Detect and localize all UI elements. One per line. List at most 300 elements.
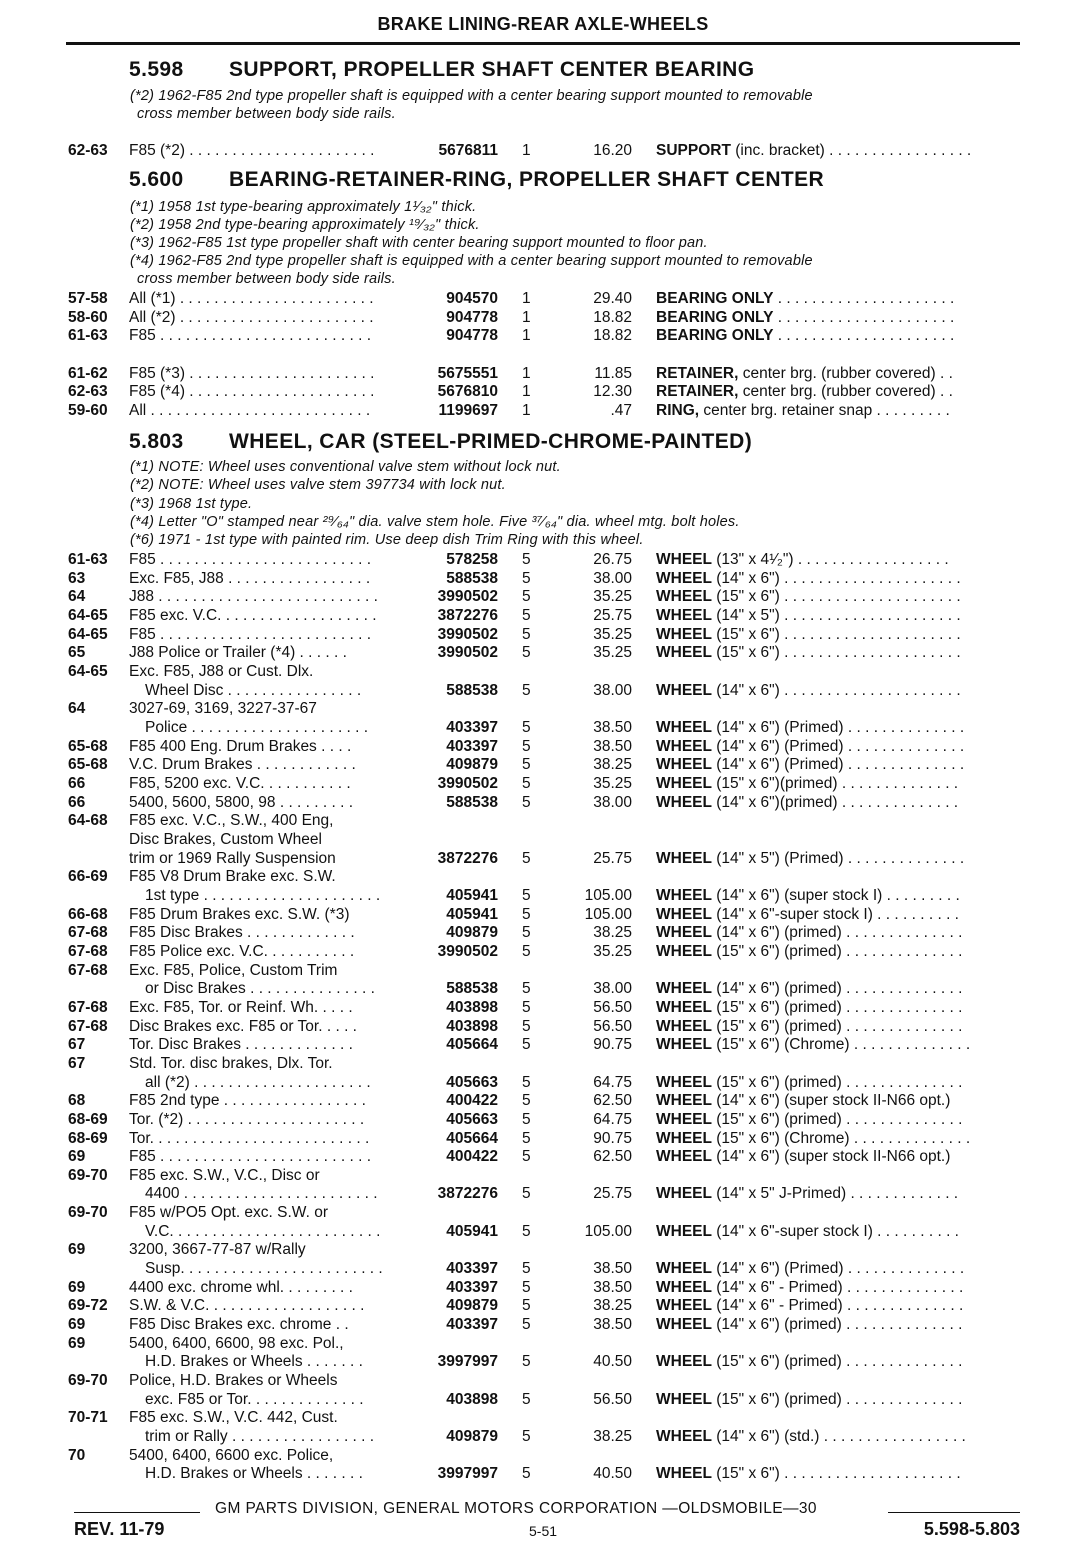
- page-title: BRAKE LINING-REAR AXLE-WHEELS: [377, 14, 709, 34]
- description: [656, 1148, 1024, 1167]
- description-name: WHEEL: [656, 1390, 712, 1408]
- price: 56.50: [593, 1017, 632, 1035]
- quantity: 5: [522, 886, 531, 904]
- application: F85 w/PO5 Opt. exc. S.W. or: [129, 1204, 328, 1222]
- description-detail: center brg. (rubber covered) . .: [738, 365, 953, 382]
- description-detail: (14" x 6") (Primed) . . . . . . . . . . . . . .: [711, 737, 965, 755]
- description: [656, 383, 1024, 402]
- description-name: RING,: [656, 402, 700, 419]
- table-row: [0, 551, 1084, 570]
- quantity: 5: [522, 1465, 531, 1483]
- application: All . . . . . . . . . . . . . . . . . . . . . . . . . .: [129, 402, 371, 419]
- description-detail: (14" x 6") . . . . . . . . . . . . . . . . . . . . .: [711, 569, 961, 587]
- description: [656, 1223, 1024, 1242]
- table-row: [0, 1409, 1084, 1428]
- table-row: [0, 850, 1084, 869]
- section-heading: WHEEL, CAR (STEEL-PRIMED-CHROME-PAINTED): [229, 430, 753, 453]
- application: 4400 exc. chrome whl. . . . . . . . .: [129, 1278, 353, 1296]
- description: [656, 365, 1024, 384]
- description-detail: (15" x 6") (primed) . . . . . . . . . . . . . .: [711, 1073, 963, 1091]
- application: J88 Police or Trailer (*4) . . . . . .: [129, 644, 347, 662]
- quantity: 5: [522, 1278, 531, 1296]
- application: V.C. Drum Brakes . . . . . . . . . . . .: [129, 756, 356, 774]
- application: Susp. . . . . . . . . . . . . . . . . . . . . . . .: [145, 1260, 383, 1278]
- table-row: [0, 1074, 1084, 1093]
- description: [656, 738, 1024, 757]
- part-number: 3872276: [437, 1185, 498, 1203]
- description-detail: (inc. bracket) . . . . . . . . . . . . . . . . .: [730, 142, 972, 159]
- description-detail: (15" x 6") (primed) . . . . . . . . . . . . . .: [711, 1390, 963, 1408]
- part-number: 5676810: [437, 383, 498, 400]
- quantity: 5: [522, 1222, 531, 1240]
- description-detail: (14" x 6") (super stock II-N66 opt.): [711, 1148, 951, 1166]
- description-detail: (15" x 6")(primed) . . . . . . . . . . . . . .: [711, 774, 959, 792]
- table-row: [0, 1055, 1084, 1074]
- application: 5400, 6400, 6600, 98 exc. Pol.,: [129, 1334, 344, 1352]
- price: 35.25: [593, 625, 632, 643]
- price: 16.20: [593, 142, 632, 159]
- description-detail: (15" x 6") (Chrome) . . . . . . . . . . . . . .: [711, 1129, 971, 1147]
- part-number: 588538: [446, 569, 498, 587]
- description: [656, 626, 1024, 645]
- price: 105.00: [584, 886, 632, 904]
- quantity: 5: [522, 1316, 531, 1334]
- description-detail: (15" x 6") . . . . . . . . . . . . . . . . . . . . .: [711, 1465, 961, 1483]
- application: J88 . . . . . . . . . . . . . . . . . . . . . . . . . .: [129, 588, 378, 606]
- description: [656, 607, 1024, 626]
- application: F85 exc. V.C. . . . . . . . . . . . . . . . . . .: [129, 607, 377, 624]
- description-detail: (14" x 5" J-Primed) . . . . . . . . . . . . .: [711, 1185, 959, 1203]
- part-number: 403898: [446, 1017, 498, 1035]
- description-name: WHEEL: [656, 588, 712, 606]
- description-name: WHEEL: [656, 1278, 712, 1296]
- section-note: (*3) 1968 1st type.: [130, 496, 253, 512]
- application: F85 . . . . . . . . . . . . . . . . . . . . . . . . .: [129, 327, 372, 344]
- model-year: 67: [68, 1036, 86, 1054]
- application: Tor. Disc Brakes . . . . . . . . . . . . .: [129, 1036, 353, 1054]
- description-detail: (14" x 6" - Primed) . . . . . . . . . . . . . .: [711, 1278, 964, 1296]
- table-row: [0, 1223, 1084, 1242]
- table-row: [0, 962, 1084, 981]
- description-detail: (14" x 6") (Primed) . . . . . . . . . . . . . .: [711, 1260, 965, 1278]
- section-heading: SUPPORT, PROPELLER SHAFT CENTER BEARING: [229, 58, 755, 81]
- table-row: [0, 1447, 1084, 1466]
- model-year: 65-68: [68, 737, 108, 755]
- quantity: 5: [522, 1148, 531, 1166]
- description-detail: (15" x 6") (primed) . . . . . . . . . . . . . .: [711, 1353, 963, 1371]
- part-number: 405664: [446, 1036, 498, 1054]
- table-row: [0, 1148, 1084, 1167]
- description: [656, 1074, 1024, 1093]
- description: [656, 775, 1024, 794]
- application: F85 . . . . . . . . . . . . . . . . . . . . . . . . .: [129, 1148, 372, 1166]
- footer-revision: REV. 11-79: [74, 1519, 165, 1539]
- application: 4400 . . . . . . . . . . . . . . . . . . . . . . .: [145, 1185, 378, 1203]
- description-name: WHEEL: [656, 551, 712, 568]
- part-number: 588538: [446, 980, 498, 998]
- application: 5400, 6400, 6600 exc. Police,: [129, 1446, 334, 1464]
- description-detail: . . . . . . . . . . . . . . . . . . . . .: [773, 290, 955, 307]
- price: 38.25: [593, 1297, 632, 1315]
- description-detail: (15" x 6") (primed) . . . . . . . . . . . . . .: [711, 998, 963, 1016]
- quantity: 5: [522, 1017, 531, 1035]
- part-number: 3990502: [437, 625, 498, 643]
- table-row: [0, 719, 1084, 738]
- model-year: 62-63: [68, 142, 108, 159]
- description-name: WHEEL: [656, 886, 712, 904]
- model-year: 69: [68, 1334, 86, 1352]
- price: 64.75: [593, 1073, 632, 1091]
- description: [656, 309, 1024, 328]
- model-year: 70: [68, 1446, 86, 1464]
- section-note: (*6) 1971 - 1st type with painted rim. Use deep dish Trim Ring with this wheel.: [130, 532, 644, 548]
- model-year: 61-63: [68, 551, 108, 568]
- quantity: 5: [522, 569, 531, 587]
- application: F85 Disc Brakes . . . . . . . . . . . . .: [129, 924, 355, 942]
- description-name: WHEEL: [656, 1073, 712, 1091]
- description: [656, 1260, 1024, 1279]
- model-year: 68-69: [68, 1110, 108, 1128]
- application: 1st type . . . . . . . . . . . . . . . . . . . . .: [145, 886, 381, 904]
- description-detail: (14" x 6") (primed) . . . . . . . . . . . . . .: [711, 980, 963, 998]
- part-number: 403397: [446, 1278, 498, 1296]
- price: 38.00: [593, 681, 632, 699]
- application: Disc Brakes, Custom Wheel: [129, 830, 322, 848]
- model-year: 64-65: [68, 625, 108, 643]
- description-detail: (14" x 6"-super stock I) . . . . . . . . . .: [711, 905, 959, 923]
- part-number: 409879: [446, 1428, 498, 1445]
- description-detail: (14" x 6") . . . . . . . . . . . . . . . . . . . . .: [711, 681, 961, 699]
- quantity: 5: [522, 588, 531, 606]
- model-year: 67-68: [68, 998, 108, 1016]
- quantity: 1: [522, 365, 531, 382]
- part-number: 588538: [446, 681, 498, 699]
- description-detail: (15" x 6") (primed) . . . . . . . . . . . . . .: [711, 942, 963, 960]
- table-row: [0, 1353, 1084, 1372]
- part-number: 904570: [446, 290, 498, 307]
- application: Wheel Disc . . . . . . . . . . . . . . . .: [145, 681, 362, 699]
- quantity: 5: [522, 681, 531, 699]
- price: 56.50: [593, 1390, 632, 1408]
- application: All (*2) . . . . . . . . . . . . . . . . . . . . . . .: [129, 309, 374, 326]
- model-year: 69: [68, 1241, 86, 1259]
- description: [656, 570, 1024, 589]
- description: [656, 1279, 1024, 1298]
- table-row: [0, 309, 1084, 328]
- model-year: 64: [68, 700, 86, 718]
- description: [656, 402, 1024, 421]
- table-row: [0, 1372, 1084, 1391]
- table-row: [0, 1260, 1084, 1279]
- description-name: WHEEL: [656, 905, 712, 923]
- description: [656, 551, 1024, 570]
- model-year: 65: [68, 644, 86, 662]
- part-number: 3997997: [437, 1465, 498, 1483]
- part-number: 403898: [446, 1390, 498, 1408]
- application: F85 exc. V.C., S.W., 400 Eng,: [129, 812, 334, 830]
- quantity: 5: [522, 1036, 531, 1054]
- quantity: 1: [522, 327, 531, 344]
- table-row: [0, 1036, 1084, 1055]
- description: [656, 887, 1024, 906]
- footer-corporation: GM PARTS DIVISION, GENERAL MOTORS CORPORATION —OLDSMOBILE—30: [215, 1500, 817, 1517]
- quantity: 5: [522, 737, 531, 755]
- quantity: 5: [522, 1185, 531, 1203]
- model-year: 63: [68, 569, 86, 587]
- application: Exc. F85, J88 . . . . . . . . . . . . . . . . .: [129, 569, 371, 587]
- table-row: [0, 980, 1084, 999]
- part-number: 3872276: [437, 849, 498, 867]
- price: 40.50: [593, 1353, 632, 1371]
- description-detail: (14" x 6") (super stock II-N66 opt.): [711, 1092, 951, 1110]
- header-rule: [66, 42, 1020, 45]
- application: F85 Drum Brakes exc. S.W. (*3): [129, 905, 350, 923]
- part-number: 403397: [446, 1260, 498, 1278]
- price: .47: [610, 402, 632, 419]
- description: [656, 1353, 1024, 1372]
- section-title: [129, 430, 752, 454]
- application: Disc Brakes exc. F85 or Tor. . . . .: [129, 1017, 357, 1035]
- application: F85 exc. S.W., V.C. 442, Cust.: [129, 1409, 338, 1427]
- section-note: (*2) NOTE: Wheel uses valve stem 397734 with lock nut.: [130, 477, 506, 493]
- description-name: BEARING ONLY: [656, 309, 774, 326]
- price: 38.25: [593, 1428, 632, 1445]
- application: H.D. Brakes or Wheels . . . . . . .: [145, 1465, 363, 1483]
- description-name: WHEEL: [656, 998, 712, 1016]
- description: [656, 682, 1024, 701]
- quantity: 5: [522, 1092, 531, 1110]
- description-name: WHEEL: [656, 1092, 712, 1110]
- model-year: 61-62: [68, 365, 108, 382]
- description-name: WHEEL: [656, 1148, 712, 1166]
- description: [656, 644, 1024, 663]
- price: 35.25: [593, 644, 632, 662]
- description: [656, 142, 1024, 161]
- model-year: 70-71: [68, 1409, 108, 1427]
- section-note: (*1) 1958 1st type-bearing approximately 1¹⁄₃₂" thick.: [130, 199, 477, 215]
- quantity: 1: [522, 290, 531, 307]
- table-row: [0, 142, 1084, 161]
- table-row: [0, 607, 1084, 626]
- part-number: 403397: [446, 1316, 498, 1334]
- part-number: 588538: [446, 793, 498, 811]
- price: 56.50: [593, 998, 632, 1016]
- description-detail: (14" x 6"-super stock I) . . . . . . . . . .: [711, 1222, 959, 1240]
- part-number: 403397: [446, 737, 498, 755]
- quantity: 5: [522, 1428, 531, 1445]
- model-year: 68-69: [68, 1129, 108, 1147]
- description: [656, 327, 1024, 346]
- description-name: WHEEL: [656, 1222, 712, 1240]
- description: [656, 980, 1024, 999]
- model-year: 61-63: [68, 327, 108, 344]
- description-name: WHEEL: [656, 980, 712, 998]
- table-row: [0, 999, 1084, 1018]
- price: 40.50: [593, 1465, 632, 1483]
- description: [656, 1428, 1024, 1447]
- description: [656, 1297, 1024, 1316]
- quantity: 5: [522, 1297, 531, 1315]
- model-year: 66: [68, 774, 86, 792]
- section-title: [129, 58, 754, 82]
- price: 38.25: [593, 924, 632, 942]
- application: F85 (*3) . . . . . . . . . . . . . . . . . . . . . .: [129, 365, 375, 382]
- price: 11.85: [594, 365, 632, 382]
- description-name: WHEEL: [656, 1129, 712, 1147]
- part-number: 904778: [446, 309, 498, 326]
- description-name: WHEEL: [656, 625, 712, 643]
- application: V.C. . . . . . . . . . . . . . . . . . . . . . . . .: [145, 1222, 381, 1240]
- description-name: BEARING ONLY: [656, 290, 774, 307]
- price: 38.25: [593, 756, 632, 774]
- application: All (*1) . . . . . . . . . . . . . . . . . . . . . . .: [129, 290, 374, 307]
- quantity: 1: [522, 142, 531, 159]
- description-name: WHEEL: [656, 756, 712, 774]
- model-year: 66: [68, 793, 86, 811]
- description: [656, 756, 1024, 775]
- table-row: [0, 1111, 1084, 1130]
- application: S.W. & V.C. . . . . . . . . . . . . . . . . . .: [129, 1297, 365, 1315]
- table-row: [0, 775, 1084, 794]
- table-row: [0, 1465, 1084, 1484]
- price: 90.75: [593, 1129, 632, 1147]
- application: 3027-69, 3169, 3227-37-67: [129, 700, 317, 718]
- part-number: 3990502: [437, 942, 498, 960]
- price: 62.50: [593, 1148, 632, 1166]
- description-detail: (15" x 6") . . . . . . . . . . . . . . . . . . . . .: [711, 588, 961, 606]
- model-year: 69-72: [68, 1297, 108, 1315]
- model-year: 69: [68, 1148, 86, 1166]
- application: F85, 5200 exc. V.C. . . . . . . . . . .: [129, 774, 351, 792]
- quantity: 1: [522, 309, 531, 326]
- model-year: 62-63: [68, 383, 108, 400]
- table-row: [0, 924, 1084, 943]
- application: F85 Disc Brakes exc. chrome . .: [129, 1316, 349, 1334]
- description-detail: (14" x 6") (Primed) . . . . . . . . . . . . . .: [711, 756, 965, 774]
- table-row: [0, 383, 1084, 402]
- table-row: [0, 794, 1084, 813]
- price: 35.25: [593, 942, 632, 960]
- application: F85 exc. S.W., V.C., Disc or: [129, 1166, 320, 1184]
- quantity: 5: [522, 551, 531, 568]
- price: 18.82: [593, 309, 632, 326]
- price: 105.00: [584, 1222, 632, 1240]
- section-heading: BEARING-RETAINER-RING, PROPELLER SHAFT CENTER: [229, 168, 825, 191]
- model-year: 64-65: [68, 663, 108, 680]
- quantity: 5: [522, 1260, 531, 1278]
- description: [656, 1185, 1024, 1204]
- part-number: 3872276: [437, 607, 498, 624]
- application: Exc. F85, Tor. or Reinf. Wh. . . . .: [129, 998, 353, 1016]
- description: [656, 1092, 1024, 1111]
- application: H.D. Brakes or Wheels . . . . . . .: [145, 1353, 363, 1371]
- part-number: 405941: [446, 886, 498, 904]
- quantity: 1: [522, 402, 531, 419]
- section-note: (*3) 1962-F85 1st type propeller shaft with center bearing support mounted to floor pan.: [130, 235, 708, 251]
- price: 38.50: [593, 1316, 632, 1334]
- application: Exc. F85, Police, Custom Trim: [129, 961, 338, 979]
- application: F85 . . . . . . . . . . . . . . . . . . . . . . . . .: [129, 551, 372, 568]
- part-number: 403898: [446, 998, 498, 1016]
- model-year: 58-60: [68, 309, 108, 326]
- price: 25.75: [593, 1185, 632, 1203]
- price: 90.75: [593, 1036, 632, 1054]
- model-year: 65-68: [68, 756, 108, 774]
- part-number: 403397: [446, 718, 498, 736]
- application: Police, H.D. Brakes or Wheels: [129, 1372, 338, 1389]
- price: 12.30: [593, 383, 632, 400]
- quantity: 5: [522, 924, 531, 942]
- description-name: WHEEL: [656, 1297, 712, 1315]
- section-note: cross member between body side rails.: [137, 271, 396, 287]
- section-title: [129, 168, 824, 192]
- table-row: [0, 402, 1084, 421]
- price: 38.50: [593, 1260, 632, 1278]
- description-detail: (14" x 6")(primed) . . . . . . . . . . . . . .: [711, 793, 959, 811]
- description-name: SUPPORT: [656, 142, 731, 159]
- quantity: 5: [522, 1110, 531, 1128]
- price: 38.00: [593, 980, 632, 998]
- application: Tor. (*2) . . . . . . . . . . . . . . . . . . . . .: [129, 1110, 365, 1128]
- footer-rule-left: [74, 1512, 200, 1513]
- table-row: [0, 700, 1084, 719]
- description-detail: (14" x 6") (primed) . . . . . . . . . . . . . .: [711, 924, 963, 942]
- table-row: [0, 1092, 1084, 1111]
- price: 105.00: [584, 905, 632, 923]
- part-number: 5676811: [438, 142, 498, 159]
- part-number: 3990502: [437, 588, 498, 606]
- section-note: (*4) 1962-F85 2nd type propeller shaft is equipped with a center bearing support mounted to removable: [130, 253, 813, 269]
- application: Tor. . . . . . . . . . . . . . . . . . . . . . . . . .: [129, 1129, 370, 1147]
- model-year: 68: [68, 1092, 86, 1110]
- part-number: 3997997: [437, 1353, 498, 1371]
- description-detail: (15" x 6") . . . . . . . . . . . . . . . . . . . . .: [711, 644, 961, 662]
- part-number: 405664: [446, 1129, 498, 1147]
- application: Police . . . . . . . . . . . . . . . . . . . . .: [145, 718, 369, 736]
- quantity: 5: [522, 1073, 531, 1091]
- quantity: 5: [522, 998, 531, 1016]
- description-detail: (14" x 6" - Primed) . . . . . . . . . . . . . .: [711, 1297, 964, 1315]
- price: 38.50: [593, 718, 632, 736]
- part-number: 405663: [446, 1073, 498, 1091]
- price: 29.40: [593, 290, 632, 307]
- description-name: WHEEL: [656, 849, 712, 867]
- table-row: [0, 1185, 1084, 1204]
- description-detail: (14" x 6") (std.) . . . . . . . . . . . . . . . . .: [711, 1428, 966, 1445]
- section-note: cross member between body side rails.: [137, 106, 396, 122]
- application: F85 400 Eng. Drum Brakes . . . .: [129, 737, 352, 755]
- part-number: 1199697: [438, 402, 498, 419]
- price: 38.50: [593, 1278, 632, 1296]
- price: 62.50: [593, 1092, 632, 1110]
- description-name: WHEEL: [656, 1017, 712, 1035]
- description-name: WHEEL: [656, 1316, 712, 1334]
- description-name: WHEEL: [656, 924, 712, 942]
- quantity: 5: [522, 1390, 531, 1408]
- description-name: WHEEL: [656, 1110, 712, 1128]
- price: 38.50: [593, 737, 632, 755]
- description-name: WHEEL: [656, 1428, 712, 1445]
- table-row: [0, 1297, 1084, 1316]
- table-row: [0, 1428, 1084, 1447]
- model-year: 67-68: [68, 924, 108, 942]
- quantity: 1: [522, 383, 531, 400]
- table-row: [0, 1316, 1084, 1335]
- description: [656, 999, 1024, 1018]
- application: trim or Rally . . . . . . . . . . . . . . . . .: [145, 1428, 375, 1445]
- part-number: 3990502: [437, 774, 498, 792]
- quantity: 5: [522, 942, 531, 960]
